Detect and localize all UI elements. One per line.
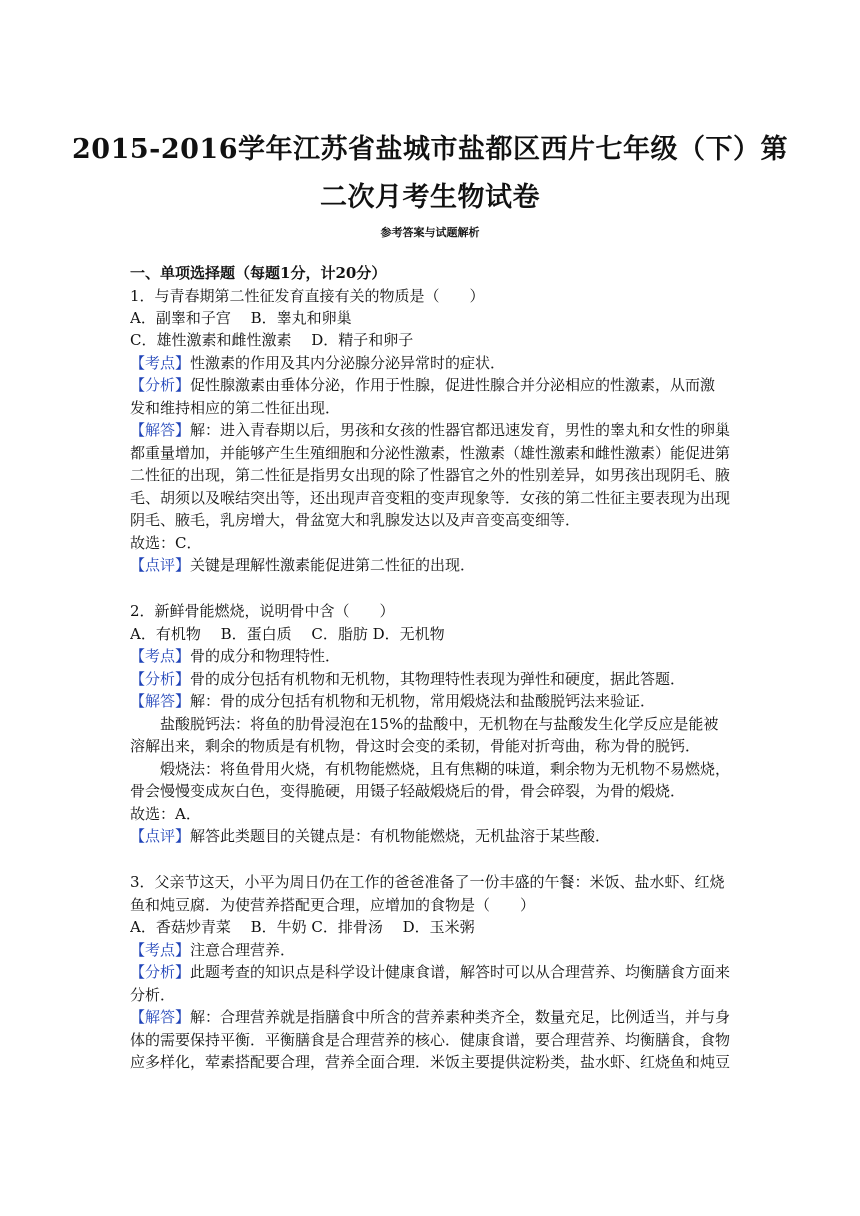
q3-jieda-text-3: 应多样化，荤素搭配要合理，营养全面合理．米饭主要提供淀粉类，盐水虾、红烧鱼和炖豆 [130,1053,730,1071]
q3-jieda-text-2: 体的需要保持平衡．平衡膳食是合理营养的核心．健康食谱，要合理营养、均衡膳食，食物 [130,1031,730,1049]
q3-kaodian-text: 注意合理营养． [190,941,296,959]
q1-kaodian-text: 性激素的作用及其内分泌腺分泌异常时的症状． [190,354,506,372]
q1-jieda-text-5: 阴毛、腋毛，乳房增大，骨盆宽大和乳腺发达以及声音变高变细等． [130,511,581,529]
q3-jieda-text-1: 解：合理营养就是指膳食中所含的营养素种类齐全，数量充足，比例适当，并与身 [190,1008,730,1026]
q1-fenxi [130,374,730,396]
q2-dianping [130,825,730,847]
q3-kaodian [130,939,730,961]
q2-dianping-text: 解答此类题目的关键点是：有机物能燃烧，无机盐溶于某些酸． [190,827,611,845]
q3-fenxi [130,961,730,983]
fenxi-tag: 【分析】 [130,670,191,688]
q1-jieda [130,419,730,441]
q3-stem-2: 鱼和炖豆腐．为使营养搭配更合理，应增加的食物是（ ） [130,896,536,914]
document-title-line-2: 二次月考生物试卷 [320,182,540,213]
q1-jieda-text-4: 毛、胡须以及喉结突出等，还出现声音变粗的变声现象等．女孩的第二性征主要表现为出现 [130,489,730,507]
q2-para-2b: 骨会慢慢变成灰白色，变得脆硬，用镊子轻敲煅烧后的骨，骨会碎裂，为骨的煅烧． [130,782,686,800]
q1-jieda-text-2: 都重量增加，并能够产生生殖细胞和分泌性激素，性激素（雄性激素和雌性激素）能促进第 [130,444,730,462]
q3-jieda [130,1006,730,1028]
q2-para-2a: 煅烧法：将鱼骨用火烧，有机物能燃烧，且有焦糊的味道，剩余物为无机物不易燃烧， [160,760,730,778]
fenxi-tag: 【分析】 [130,963,191,981]
q3-fenxi-text-2: 分析． [130,986,176,1004]
jieda-tag: 【解答】 [130,692,191,710]
kaodian-tag: 【考点】 [130,941,191,959]
q2-kaodian [130,645,730,667]
q1-fenxi-text-2: 发和维持相应的第二性征出现． [130,399,341,417]
kaodian-tag: 【考点】 [130,647,191,665]
q2-kaodian-text: 骨的成分和物理特性． [190,647,341,665]
q1-dianping [130,554,730,576]
dianping-tag: 【点评】 [130,556,191,574]
q2-answer: 故选：A． [130,805,201,823]
q2-fenxi-text: 骨的成分包括有机物和无机物，其物理特性表现为弹性和硬度，据此答题． [190,670,686,688]
q2-para-1a: 盐酸脱钙法：将鱼的肋骨浸泡在15%的盐酸中，无机物在与盐酸发生化学反应是能被 [160,715,719,733]
dianping-tag: 【点评】 [130,827,191,845]
q1-dianping-text: 关键是理解性激素能促进第二性征的出现． [190,556,476,574]
kaodian-tag: 【考点】 [130,354,191,372]
document-subtitle: 参考答案与试题解析 [380,226,480,239]
q1-answer: 故选：C． [130,534,202,552]
q3-fenxi-text-1: 此题考查的知识点是科学设计健康食谱，解答时可以从合理营养、均衡膳食方面来 [190,963,730,981]
q1-kaodian [130,352,730,374]
jieda-tag: 【解答】 [130,1008,191,1026]
q1-jieda-text-1: 解：进入青春期以后，男孩和女孩的性器官都迅速发育，男性的睾丸和女性的卵巢 [190,421,730,439]
q1-fenxi-text-1: 促性腺激素由垂体分泌，作用于性腺，促进性腺合并分泌相应的性激素，从而激 [190,376,716,394]
q2-fenxi [130,668,730,690]
q2-jieda [130,690,730,712]
q2-options: A．有机物 B．蛋白质 C．脂肪 D．无机物 [130,625,445,643]
q2-para-1b: 溶解出来，剩余的物质是有机物，骨这时会变的柔韧，骨能对折弯曲，称为骨的脱钙． [130,737,701,755]
document-title-line-1: 2015-2016学年江苏省盐城市盐都区西片七年级（下）第 [72,134,788,165]
q2-jieda-text-1: 解：骨的成分包括有机物和无机物，常用煅烧法和盐酸脱钙法来验证． [190,692,656,710]
q1-options-1: A．副睾和子宫 B．睾丸和卵巢 [130,309,352,327]
q1-options-2: C．雄性激素和雌性激素 D．精子和卵子 [130,331,414,349]
jieda-tag: 【解答】 [130,421,191,439]
q2-stem: 2．新鲜骨能燃烧，说明骨中含（ ） [130,602,395,620]
q1-jieda-text-3: 二性征的出现，第二性征是指男女出现的除了性器官之外的性别差异，如男孩出现阴毛、腋 [130,466,730,484]
section-heading: 一、单项选择题（每题1分，计20分） [130,264,387,282]
q3-options: A．香菇炒青菜 B．牛奶 C．排骨汤 D．玉米粥 [130,918,475,936]
q1-stem: 1．与青春期第二性征发育直接有关的物质是（ ） [130,287,485,305]
fenxi-tag: 【分析】 [130,376,191,394]
q3-stem-1: 3．父亲节这天，小平为周日仍在工作的爸爸准备了一份丰盛的午餐：米饭、盐水虾、红烧 [130,873,725,891]
